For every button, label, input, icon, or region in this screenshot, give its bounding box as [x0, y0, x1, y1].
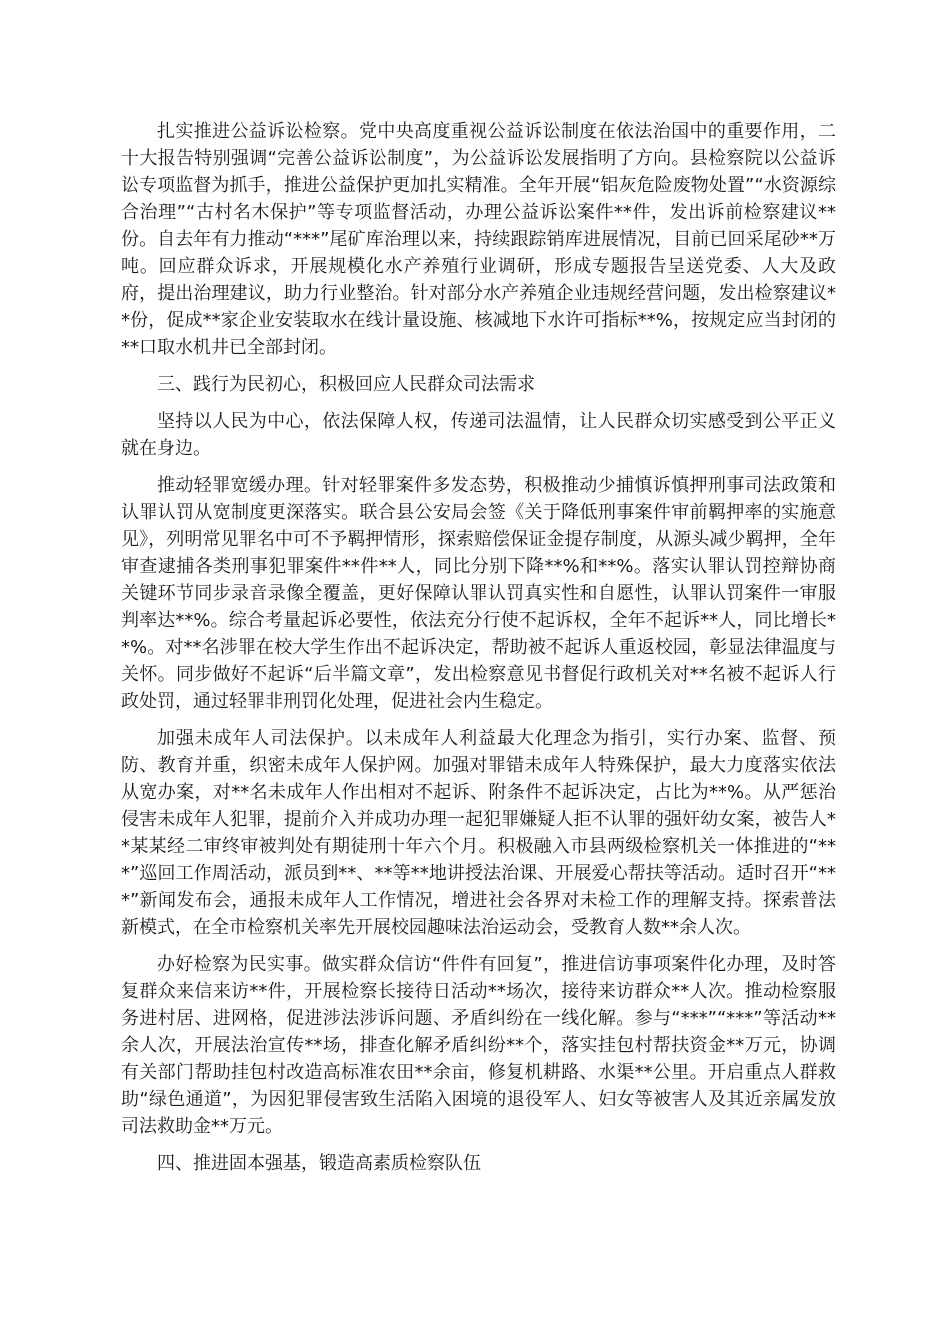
section-heading-four: 四、推进固本强基，锻造高素质检察队伍 — [157, 1153, 481, 1174]
document-page — [121, 118, 836, 1187]
paragraph-public-interest-litigation: 扎实推进公益诉讼检察。党中央高度重视公益诉讼制度在依法治国中的重要作用，二十大报告特别强调“完善公益诉讼制度”，为公益诉讼发展指明了方向。县检察院以公益诉讼专项监督为抓手，推进公益保护更加扎实精准。全年开展“铝灰危险废物处置”“水资源综合治理”“古村名木保护”等专项监督活动，办理公益诉讼案件**件，发出诉前检察建议**份。自去年有力推动“***”尾矿库治理以来，持续跟踪销库进展情况，目前已回采尾砂**万吨。回应群众诉求，开展规模化水产养殖行业调研，形成专题报告呈送党委、人大及政府，提出治理建议，助力行业整治。针对部分水产养殖企业违规经营问题，发出检察建议**份，促成**家企业安装取水在线计量设施、核减地下水许可指标**%，按规定应当封闭的**口取水机井已全部封闭。 — [121, 121, 836, 358]
paragraph-minor-offense-handling: 推动轻罪宽缓办理。针对轻罪案件多发态势，积极推动少捕慎诉慎押刑事司法政策和认罪认罚从宽制度更深落实。联合县公安局会签《关于降低刑事案件审前羁押率的实施意见》，列明常见罪名中可不予羁押情形，探索赔偿保证金提存制度，从源头减少羁押，全年审查逮捕各类刑事犯罪案件**件**人，同比分别下降**%和**%。落实认罪认罚控辩协商关键环节同步录音录像全覆盖，更好保障认罪认罚真实性和自愿性，认罪认罚案件一审服判率达**%。综合考量起诉必要性，依法充分行使不起诉权，全年不起诉**人，同比增长**%。对**名涉罪在校大学生作出不起诉决定，帮助被不起诉人重返校园，彰显法律温度与关怀。同步做好不起诉“后半篇文章”，发出检察意见书督促行政机关对**名被不起诉人行政处罚，通过轻罪非刑罚化处理，促进社会内生稳定。 — [121, 475, 836, 712]
section-heading-three: 三、践行为民初心，积极回应人民群众司法需求 — [157, 374, 535, 395]
paragraph-practical-matters: 办好检察为民实事。做实群众信访“件件有回复”，推进信访事项案件化办理，及时答复群众来信来访**件，开展检察长接待日活动**场次，接待来访群众**人次。推动检察服务进村居、进网格，促进涉法涉诉问题、矛盾纠纷在一线化解。参与“***”“***”等活动**余人次，开展法治宣传**场，排查化解矛盾纠纷**个，落实挂包村帮扶资金**万元，协调有关部门帮助挂包村改造高标准农田**余亩，修复机耕路、水渠**公里。开启重点人群救助“绿色通道”，为因犯罪侵害致生活陷入困境的退役军人、妇女等被害人及其近亲属发放司法救助金**万元。 — [121, 954, 836, 1137]
paragraph-people-centered: 坚持以人民为中心，依法保障人权，传递司法温情，让人民群众切实感受到公平正义就在身边。 — [121, 411, 836, 459]
paragraph-minor-protection: 加强未成年人司法保护。以未成年人利益最大化理念为指引，实行办案、监督、预防、教育并重，织密未成年人保护网。加强对罪错未成年人特殊保护，最大力度落实依法从宽办案，对**名未成年人作出相对不起诉、附条件不起诉决定，占比为**%。从严惩治侵害未成年人犯罪，提前介入并成功办理一起犯罪嫌疑人拒不认罪的强奸幼女案，被告人**某某经二审终审被判处有期徒刑十年六个月。积极融入市县两级检察机关一体推进的“***”巡回工作周活动，派员到**、**等**地讲授法治课、开展爱心帮扶等活动。适时召开“***”新闻发布会，通报未成年人工作情况，增进社会各界对未检工作的理解支持。探索普法新模式，在全市检察机关率先开展校园趣味法治运动会，受教育人数**余人次。 — [121, 728, 836, 938]
